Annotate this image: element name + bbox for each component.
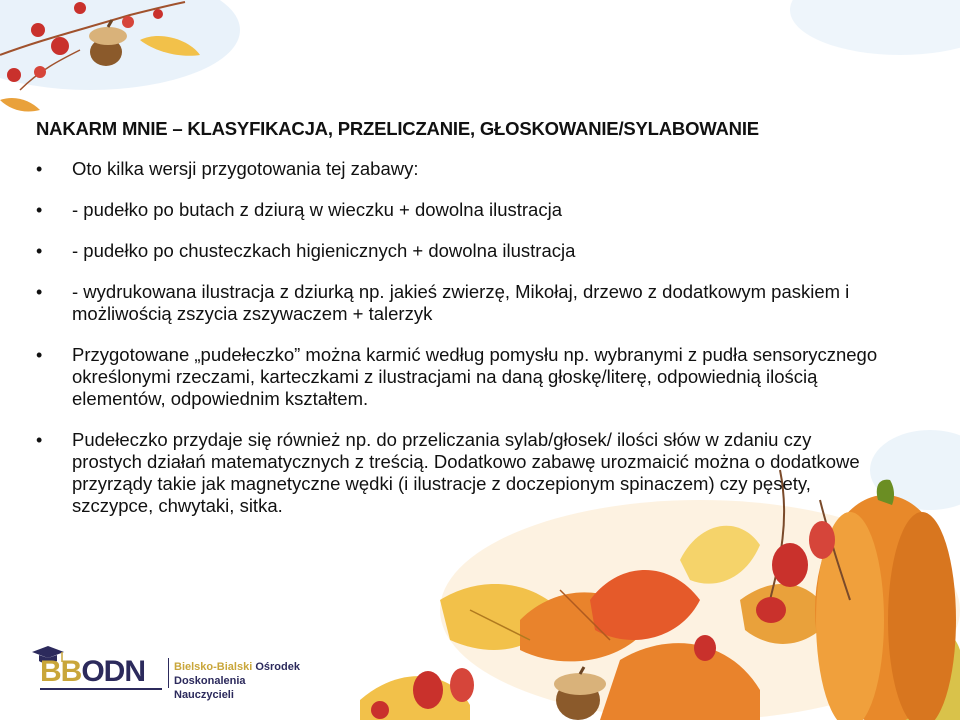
watercolor-wash-top-left <box>0 0 240 90</box>
logo-separator <box>168 658 169 688</box>
bbodn-logo <box>28 644 308 701</box>
logo-text <box>174 660 308 702</box>
logo-mark-odn: ODN <box>81 655 146 688</box>
bullet-item: • - wydrukowana ilustracja z dziurką np. jakieś zwierzę, Mikołaj, drzewo z dodatkowym paskiem i możliwością zszycia zszywaczem + talerzyk <box>36 281 886 325</box>
bullet-item: • Pudełeczko przydaje się również np. do przeliczania sylab/głosek/ ilości słów w zdaniu czy prostych działań matematycznych z treścią. Dodatkowo zabawę urozmaicić można o dodatkowe przyrządy takie jak magnetyczne wędki (i ilustracje z doczepionym spinaczem) czy pęsety, szczypce, chwytaki, sitka. <box>36 429 886 517</box>
logo-line1-a: Bielsko-Bialski <box>174 661 256 673</box>
logo-mark-bb: BB <box>40 655 82 688</box>
bullet-list <box>36 158 886 517</box>
watercolor-wash-bottom <box>440 500 960 720</box>
autumn-leaves-bottom-right <box>360 526 960 720</box>
logo-line1-b: Ośrodek <box>255 661 300 673</box>
logo-line2: Doskonalenia Nauczycieli <box>174 675 246 701</box>
slide-title: NAKARM MNIE – KLASYFIKACJA, PRZELICZANIE, GŁOSKOWANIE/SYLABOWANIE <box>36 118 759 139</box>
bullet-item: • - pudełko po chusteczkach higienicznych + dowolna ilustracja <box>36 240 886 262</box>
logo-underline <box>40 688 162 690</box>
bullet-item: • - pudełko po butach z dziurą w wieczku + dowolna ilustracja <box>36 199 886 221</box>
bullet-item: • Przygotowane „pudełeczko” można karmić według pomysłu np. wybranymi z pudła sensorycznego określonymi rzeczami, karteczkami z ilustracjami na daną głoskę/literę, odpowiednią ilością elementów, odpowiednim kształtem. <box>36 344 886 410</box>
logo-mark <box>40 656 145 688</box>
bullet-item: • Oto kilka wersji przygotowania tej zabawy: <box>36 158 886 180</box>
acorn-bottom <box>554 667 606 720</box>
watercolor-wash-top-right <box>790 0 960 55</box>
berry-branch-top-left <box>0 2 200 112</box>
acorn-top-left <box>89 20 127 66</box>
